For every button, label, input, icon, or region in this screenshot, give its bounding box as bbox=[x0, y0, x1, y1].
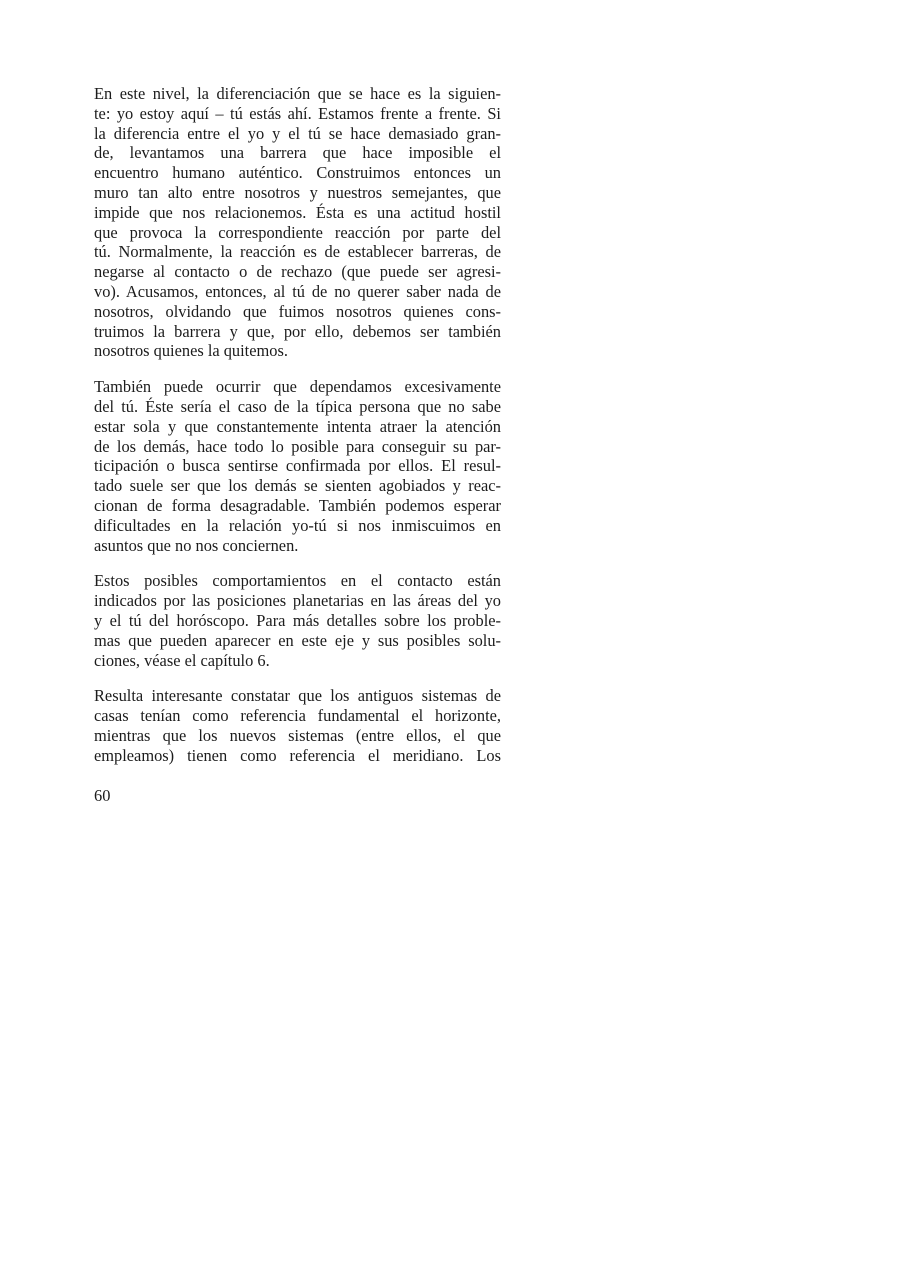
text-line: vo). Acusamos, entonces, al tú de no querer saber nada de bbox=[94, 281, 501, 301]
text-line: mas que pueden aparecer en este eje y sus posibles solu- bbox=[94, 630, 501, 650]
paragraph-4 bbox=[94, 686, 501, 765]
text-line: te: yo estoy aquí – tú estás ahí. Estamos frente a frente. Si bbox=[94, 103, 501, 123]
text-line: truimos la barrera y que, por ello, debemos ser también bbox=[94, 321, 501, 341]
text-line: ciones, véase el capítulo 6. bbox=[94, 650, 270, 670]
page-number: 60 bbox=[94, 786, 111, 805]
text-line: mientras que los nuevos sistemas (entre ellos, el que bbox=[94, 725, 501, 745]
text-line: Estos posibles comportamientos en el contacto están bbox=[94, 571, 501, 591]
text-line: impide que nos relacionemos. Ésta es una actitud hostil bbox=[94, 202, 501, 222]
paragraph-2 bbox=[94, 377, 501, 555]
text-line: nosotros, olvidando que fuimos nosotros quienes cons- bbox=[94, 301, 501, 321]
text-line: En este nivel, la diferenciación que se hace es la siguien- bbox=[94, 84, 501, 103]
text-line: asuntos que no nos conciernen. bbox=[94, 535, 299, 555]
text-line: dificultades en la relación yo-tú si nos inmiscuimos en bbox=[94, 515, 501, 535]
text-line: tado suele ser que los demás se sienten agobiados y reac- bbox=[94, 476, 501, 496]
text-line: indicados por las posiciones planetarias en las áreas del yo bbox=[94, 591, 501, 611]
text-line: muro tan alto entre nosotros y nuestros semejantes, que bbox=[94, 182, 501, 202]
text-line: nosotros quienes la quitemos. bbox=[94, 341, 288, 361]
text-line: encuentro humano auténtico. Construimos entonces un bbox=[94, 163, 501, 183]
text-line: empleamos) tienen como referencia el meridiano. Los bbox=[94, 745, 501, 765]
text-line: casas tenían como referencia fundamental el horizonte, bbox=[94, 706, 501, 726]
text-line: y el tú del horóscopo. Para más detalles sobre los proble- bbox=[94, 610, 501, 630]
text-line: Resulta interesante constatar que los antiguos sistemas de bbox=[94, 686, 501, 706]
paragraph-1 bbox=[94, 84, 501, 361]
paragraph-3 bbox=[94, 571, 501, 670]
text-line: estar sola y que constantemente intenta atraer la atención bbox=[94, 416, 501, 436]
text-line: cionan de forma desagradable. También podemos esperar bbox=[94, 495, 501, 515]
text-line: de, levantamos una barrera que hace imposible el bbox=[94, 143, 501, 163]
text-line: de los demás, hace todo lo posible para conseguir su par- bbox=[94, 436, 501, 456]
text-line: tú. Normalmente, la reacción es de establecer barreras, de bbox=[94, 242, 501, 262]
page-body bbox=[94, 84, 501, 782]
text-line: ticipación o busca sentirse confirmada por ellos. El resul- bbox=[94, 456, 501, 476]
text-line: del tú. Éste sería el caso de la típica persona que no sabe bbox=[94, 396, 501, 416]
text-line: que provoca la correspondiente reacción por parte del bbox=[94, 222, 501, 242]
text-line: También puede ocurrir que dependamos excesivamente bbox=[94, 377, 501, 397]
text-line: la diferencia entre el yo y el tú se hace demasiado gran- bbox=[94, 123, 501, 143]
text-line: negarse al contacto o de rechazo (que puede ser agresi- bbox=[94, 262, 501, 282]
